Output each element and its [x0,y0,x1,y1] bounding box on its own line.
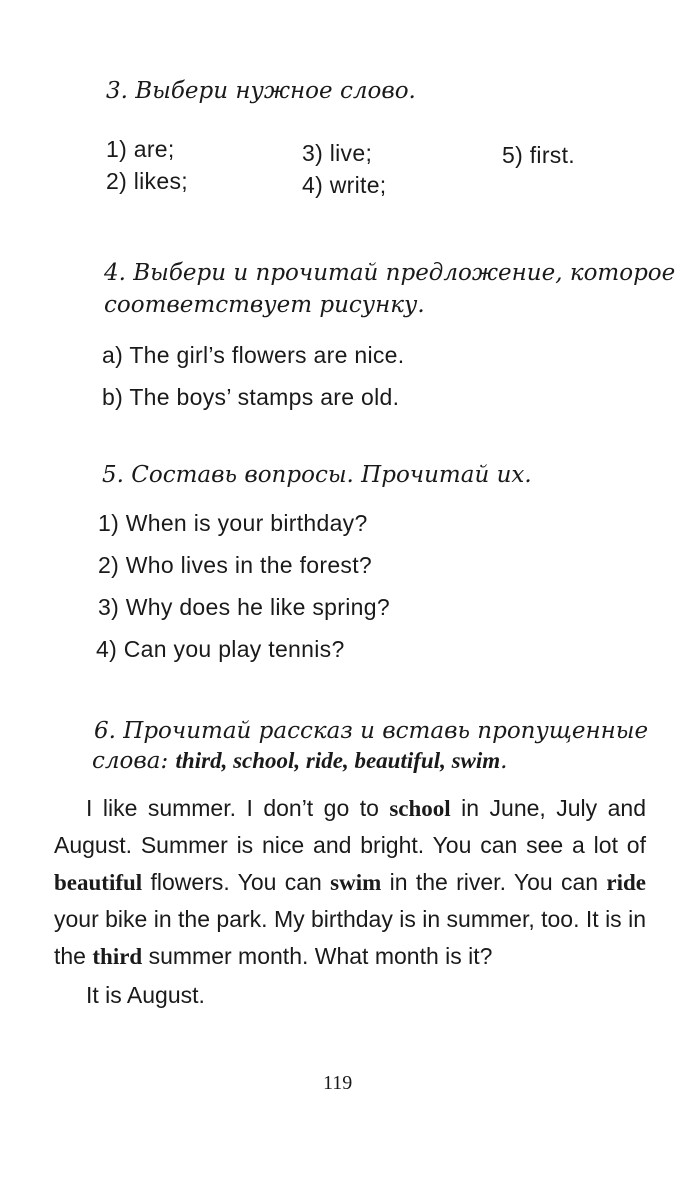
task5-question-1: 1) When is your birthday? [98,510,368,536]
story-segment: your bike in the park. My birthday is in summer, too. It is in the [54,906,646,969]
story-answer: It is August. [86,982,205,1008]
task3-option-4: 4) write; [302,172,387,198]
task4-option-b: b) The boys’ stamps are old. [102,384,400,410]
story-segment: in June, July and August. Summer is nice and bright. You can see a lot of [54,795,646,858]
task5-question-3: 3) Why does he like spring? [98,594,390,620]
inserted-word-third: third [92,944,143,969]
task6-title-line1: 6. Прочитай рассказ и вставь пропущенные [94,718,649,744]
task6-title-suffix: . [500,748,508,774]
inserted-word-swim: swim [330,870,382,895]
task6-title-line2 [92,748,507,774]
task4-title-line1: 4. Выбери и прочитай предложение, которое [104,260,676,286]
task5-question-4: 4) Can you play tennis? [96,636,345,662]
story-segment: in the river. You can [381,869,607,895]
task3-title: 3. Выбери нужное слово. [106,78,416,104]
story-segment: summer month. What month is it? [142,943,493,969]
task5-question-2: 2) Who lives in the forest? [98,552,372,578]
task3-option-3: 3) live; [302,140,373,166]
story-paragraph [54,790,646,975]
task5-title: 5. Составь вопросы. Прочитай их. [102,462,532,488]
task3-option-1: 1) are; [106,136,175,162]
task3-option-2: 2) likes; [106,168,188,194]
task4-title-line2: соответствует рисунку. [104,292,425,318]
task3-option-5: 5) first. [502,142,575,168]
page-number: 119 [323,1072,353,1094]
story-text [54,790,646,1014]
task6-title-prefix: слова: [92,748,176,774]
inserted-word-beautiful: beautiful [54,870,143,895]
inserted-word-school: school [389,796,451,821]
inserted-word-ride: ride [606,870,646,895]
story-segment: I like summer. I don’t go to [86,795,390,821]
task4-option-a: a) The girl’s flowers are nice. [102,342,405,368]
task6-word-list: third, school, ride, beautiful, swim [175,748,501,773]
story-segment: flowers. You can [142,869,331,895]
